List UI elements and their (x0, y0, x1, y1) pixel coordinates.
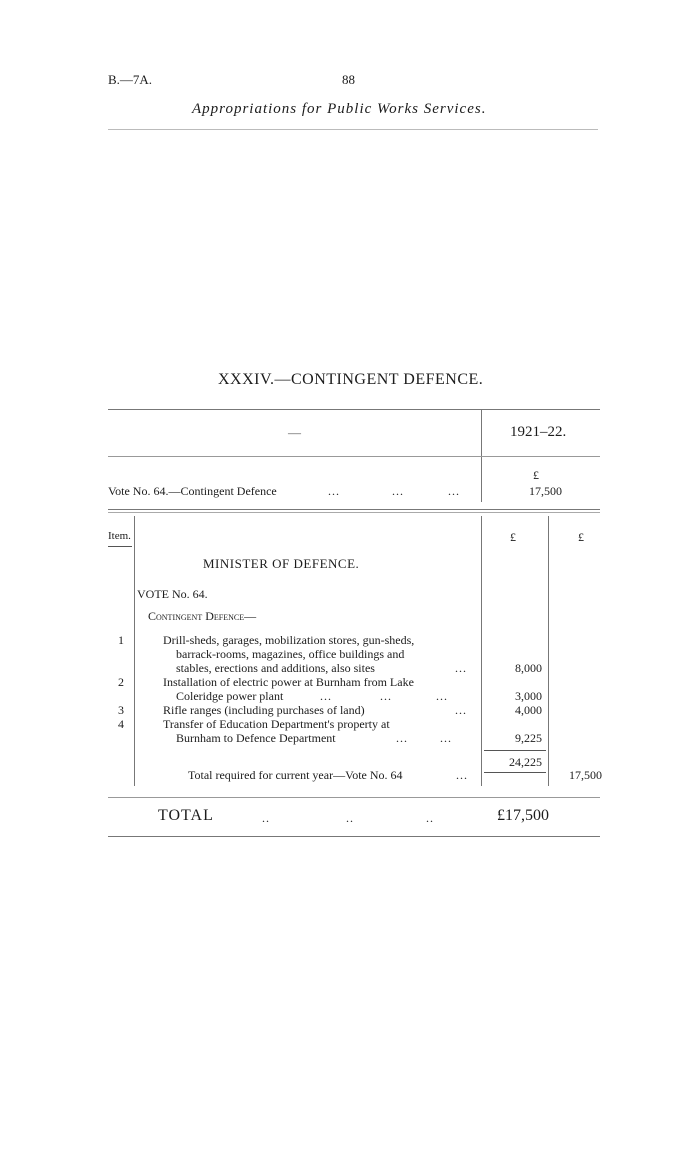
subtotal-bottom-rule (484, 772, 546, 773)
total-leader-dots: .. .. .. (262, 811, 434, 825)
item-description-line: Installation of electric power at Burnham from Lake (163, 675, 414, 689)
summary-bottom-rule-2 (108, 512, 600, 513)
minister-heading: MINISTER OF DEFENCE. (203, 556, 360, 571)
subtotal-amount: 24,225 (509, 755, 542, 769)
item-description-line: stables, erections and additions, also sites (176, 661, 375, 675)
vote-leader-dots: ... ... ... (328, 484, 460, 498)
item-description-line: barrack-rooms, magazines, office buildings and (176, 647, 405, 661)
vote-heading: VOTE No. 64. (137, 587, 208, 601)
item-amount: 8,000 (515, 661, 542, 675)
contingent-defence-subhead: Contingent Defence— (148, 609, 257, 623)
item-description-line: Transfer of Education Department's property at (163, 717, 390, 731)
total-required-amount: 17,500 (569, 768, 602, 782)
leader-dots: ... (455, 703, 467, 717)
page-number: 88 (342, 72, 355, 87)
leader-dots: ... ... (396, 731, 452, 745)
section-title: XXXIV.—CONTINGENT DEFENCE. (218, 371, 484, 388)
item-number: 2 (118, 675, 124, 689)
leader-dots: ... (456, 768, 468, 782)
summary-top-rule (108, 409, 600, 410)
document-code: B.—7A. (108, 72, 153, 87)
item-description-line: Burnham to Defence Department (176, 731, 336, 745)
page-subtitle: Appropriations for Public Works Services. (192, 101, 487, 117)
item-number: 1 (118, 633, 124, 647)
vote-label: Vote No. 64.—Contingent Defence (108, 484, 277, 498)
item-description-line: Drill-sheds, garages, mobilization stores, gun-sheds, (163, 633, 415, 647)
grand-total-label: TOTAL (158, 807, 214, 824)
amount-currency: £ (510, 530, 516, 544)
grand-total-rule (108, 836, 600, 837)
blank-column-header: — (288, 425, 301, 440)
summary-bottom-rule (108, 509, 600, 510)
item-description-line: Rifle ranges (including purchases of land) (163, 703, 365, 717)
total-required-label: Total required for current year—Vote No. 64 (188, 768, 403, 782)
item-description-line: Coleridge power plant (176, 689, 284, 703)
summary-currency: £ (533, 468, 539, 482)
total-column-divider (548, 516, 549, 786)
item-column-divider (134, 516, 135, 786)
item-header-underline (108, 546, 132, 547)
summary-mid-rule (108, 456, 600, 457)
item-amount: 3,000 (515, 689, 542, 703)
header-rule (108, 129, 598, 130)
year-header: 1921–22. (510, 424, 567, 440)
leader-dots: ... (455, 661, 467, 675)
item-number: 3 (118, 703, 124, 717)
vote-amount: 17,500 (529, 484, 562, 498)
grand-total-amount: £17,500 (497, 807, 549, 824)
leader-dots: ... ... ... (320, 689, 448, 703)
item-number: 4 (118, 717, 124, 731)
item-header: Item. (108, 530, 131, 542)
detail-bottom-rule (108, 797, 600, 798)
item-amount: 9,225 (515, 731, 542, 745)
amount-column-divider (481, 516, 482, 786)
item-amount: 4,000 (515, 703, 542, 717)
total-currency: £ (578, 530, 584, 544)
subtotal-rule (484, 750, 546, 751)
